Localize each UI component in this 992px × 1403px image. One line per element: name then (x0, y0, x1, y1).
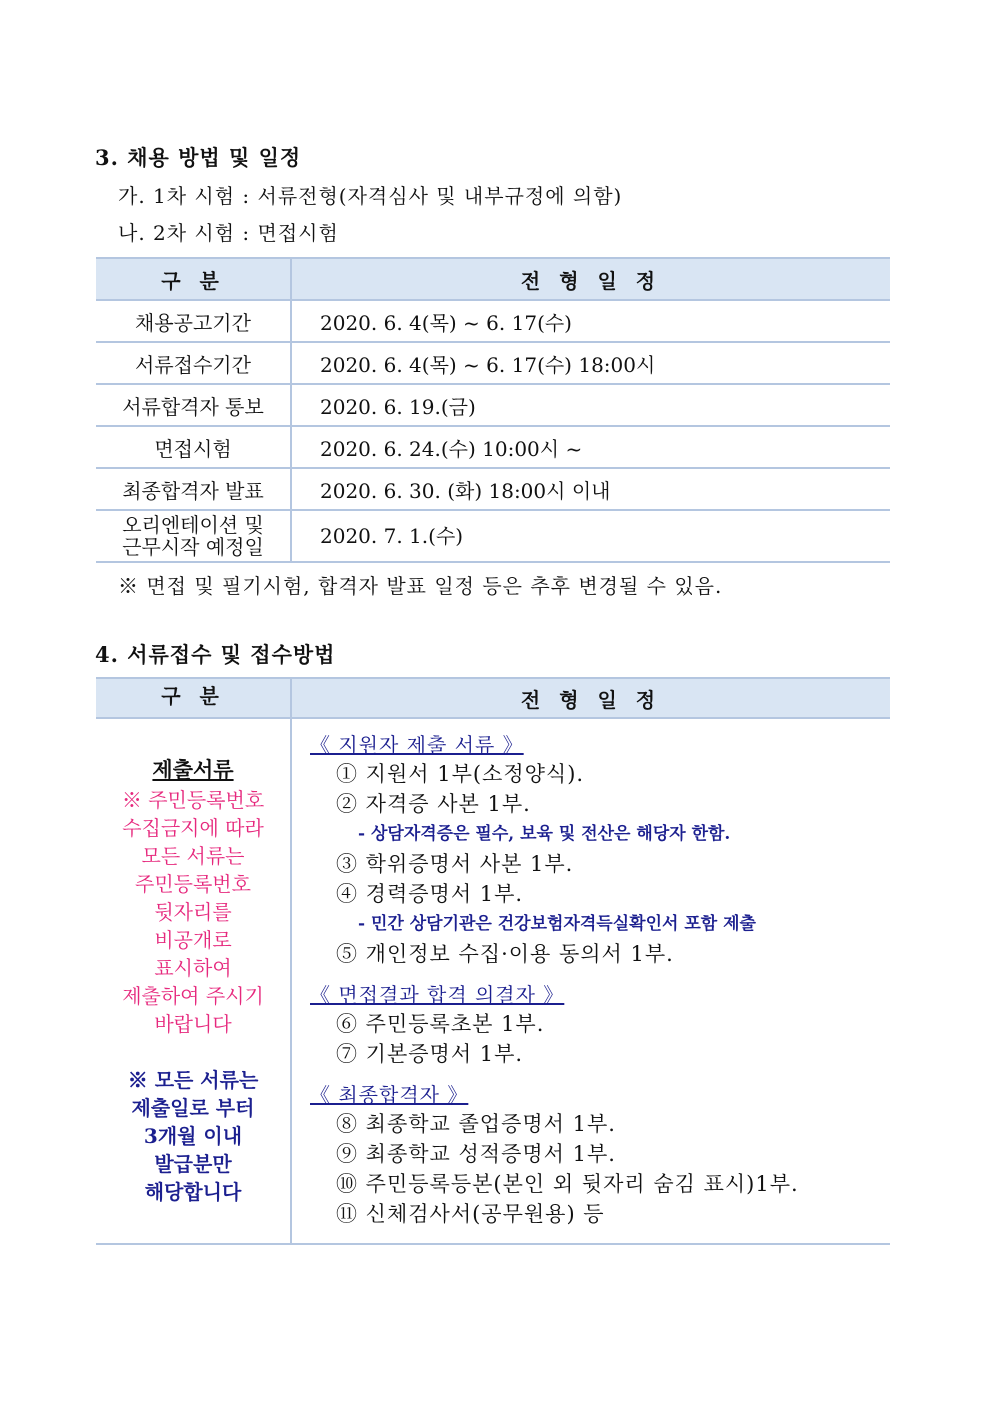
schedule-header-col1: 구 분 (96, 258, 291, 300)
schedule-value: 2020. 6. 30. (화) 18:00시 이내 (291, 468, 890, 510)
docs-body-row (96, 718, 890, 1244)
privacy-line: 주민등록번호 (135, 872, 251, 896)
docs-header-col1: 구 분 (96, 678, 291, 718)
schedule-label: 면접시험 (96, 426, 291, 468)
docs-left-title: 제출서류 (152, 757, 234, 782)
validity-line: ※ 모든 서류는 (127, 1068, 259, 1092)
schedule-value: 2020. 6. 24.(수) 10:00시 ~ (291, 426, 890, 468)
schedule-value: 2020. 6. 19.(금) (291, 384, 890, 426)
section-applicant-docs: 《 지원자 제출 서류 》 (310, 733, 524, 757)
table-row (96, 342, 890, 384)
schedule-value: 2020. 6. 4(목) ~ 6. 17(수) 18:00시 (291, 342, 890, 384)
schedule-label-line1: 오리엔테이션 및 (122, 513, 264, 537)
list-item: ② 자격증 사본 1부. (336, 792, 531, 816)
schedule-note: ※ 면접 및 필기시험, 합격자 발표 일정 등은 추후 변경될 수 있음. (118, 574, 723, 598)
list-note: - 민간 상담기관은 건강보험자격득실확인서 포함 제출 (358, 914, 756, 934)
schedule-value: 2020. 6. 4(목) ~ 6. 17(수) (291, 300, 890, 342)
docs-table (96, 677, 890, 1245)
list-item: ⑩ 주민등록등본(본인 외 뒷자리 숨김 표시)1부. (336, 1172, 799, 1196)
list-item: ① 지원서 1부(소정양식). (336, 762, 585, 786)
validity-line: 제출일로 부터 (131, 1096, 255, 1120)
schedule-header-row (96, 258, 890, 300)
schedule-label-line2: 근무시작 예정일 (122, 535, 264, 559)
privacy-line: 바랍니다 (154, 1012, 232, 1036)
list-item: ⑪ 신체검사서(공무원용) 등 (336, 1202, 605, 1226)
privacy-notice (97, 786, 289, 1038)
list-note: - 상담자격증은 필수, 보육 및 전산은 해당자 한함. (358, 824, 731, 844)
list-item: ⑥ 주민등록초본 1부. (336, 1012, 545, 1036)
privacy-line: 비공개로 (154, 928, 232, 952)
list-item: ③ 학위증명서 사본 1부. (336, 852, 574, 876)
docs-left-cell (96, 718, 291, 1244)
privacy-line: 수집금지에 따라 (122, 816, 264, 840)
schedule-label: 서류합격자 통보 (96, 384, 291, 426)
list-item: ④ 경력증명서 1부. (336, 882, 524, 906)
validity-line: 해당합니다 (144, 1180, 242, 1204)
list-item: ⑤ 개인정보 수집·이용 동의서 1부. (336, 942, 674, 966)
validity-line: 3개월 이내 (143, 1124, 243, 1148)
section4-title: 4. 서류접수 및 접수방법 (95, 642, 336, 667)
table-row (96, 510, 890, 562)
list-item: ⑦ 기본증명서 1부. (336, 1042, 524, 1066)
list-item: ⑧ 최종학교 졸업증명서 1부. (336, 1112, 616, 1136)
schedule-label (96, 510, 291, 562)
schedule-value: 2020. 7. 1.(수) (291, 510, 890, 562)
section3-line2: 나. 2차 시험 : 면접시험 (118, 221, 339, 245)
schedule-table (96, 257, 890, 563)
validity-notice (97, 1066, 289, 1206)
docs-right-cell (291, 718, 890, 1244)
section-interview-passers: 《 면접결과 합격 의결자 》 (310, 983, 565, 1007)
section-final-passers: 《 최종합격자 》 (310, 1083, 469, 1107)
privacy-line: 모든 서류는 (141, 844, 245, 868)
table-row (96, 426, 890, 468)
schedule-header-col2: 전 형 일 정 (291, 258, 890, 300)
list-item: ⑨ 최종학교 성적증명서 1부. (336, 1142, 616, 1166)
privacy-line: 뒷자리를 (154, 900, 232, 924)
section3-line1: 가. 1차 시험 : 서류전형(자격심사 및 내부규정에 의함) (118, 184, 623, 208)
table-row (96, 300, 890, 342)
privacy-line: 제출하여 주시기 (122, 984, 264, 1008)
docs-header-row (96, 678, 890, 718)
table-row (96, 384, 890, 426)
validity-line: 발급분만 (154, 1152, 232, 1176)
privacy-line: ※ 주민등록번호 (121, 788, 265, 812)
schedule-label: 서류접수기간 (96, 342, 291, 384)
section3-title: 3. 채용 방법 및 일정 (95, 145, 302, 170)
docs-header-col2: 전 형 일 정 (291, 678, 890, 718)
table-row (96, 468, 890, 510)
schedule-label: 채용공고기간 (96, 300, 291, 342)
privacy-line: 표시하여 (154, 956, 232, 980)
schedule-label: 최종합격자 발표 (96, 468, 291, 510)
